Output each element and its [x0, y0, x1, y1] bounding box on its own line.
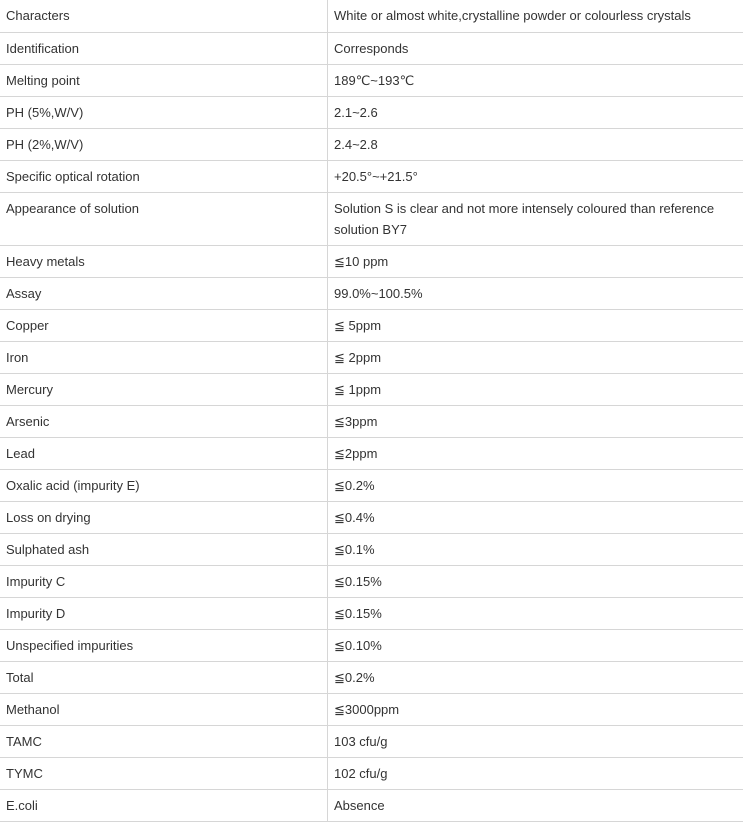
table-row [0, 245, 743, 277]
item-cell: Sulphated ash [0, 533, 328, 565]
spec-cell: ≦0.1% [328, 533, 743, 565]
spec-cell: 103 cfu/g [328, 725, 743, 757]
spec-cell: 102 cfu/g [328, 757, 743, 789]
table-row [0, 64, 743, 96]
spec-cell: 189℃~193℃ [328, 64, 743, 96]
item-cell: Appearance of solution [0, 192, 328, 245]
spec-cell: Absence [328, 789, 743, 821]
table-row [0, 373, 743, 405]
item-cell: Impurity C [0, 565, 328, 597]
spec-cell: 99.0%~100.5% [328, 277, 743, 309]
item-cell: Total [0, 661, 328, 693]
item-cell: Methanol [0, 693, 328, 725]
table-row [0, 160, 743, 192]
item-cell: E.coli [0, 789, 328, 821]
table-row [0, 128, 743, 160]
spec-cell: Solution S is clear and not more intensely coloured than reference solution BY7 [328, 192, 743, 245]
item-cell: PH (2%,W/V) [0, 128, 328, 160]
spec-cell: ≦10 ppm [328, 245, 743, 277]
table-row [0, 597, 743, 629]
item-cell: PH (5%,W/V) [0, 96, 328, 128]
table-row [0, 32, 743, 64]
spec-cell: 2.4~2.8 [328, 128, 743, 160]
table-row [0, 789, 743, 821]
item-cell: Identification [0, 32, 328, 64]
item-cell: Heavy metals [0, 245, 328, 277]
table-row [0, 405, 743, 437]
spec-cell: 2.1~2.6 [328, 96, 743, 128]
item-cell: Assay [0, 277, 328, 309]
table-row [0, 437, 743, 469]
table-row [0, 192, 743, 245]
item-cell: Characters [0, 0, 328, 32]
spec-cell: ≦0.4% [328, 501, 743, 533]
table-row [0, 341, 743, 373]
spec-cell: +20.5°~+21.5° [328, 160, 743, 192]
item-cell: Oxalic acid (impurity E) [0, 469, 328, 501]
spec-cell: ≦0.10% [328, 629, 743, 661]
spec-cell: ≦ 1ppm [328, 373, 743, 405]
table-row [0, 629, 743, 661]
spec-cell: ≦ 2ppm [328, 341, 743, 373]
item-cell: Iron [0, 341, 328, 373]
spec-cell: ≦2ppm [328, 437, 743, 469]
spec-cell: Corresponds [328, 32, 743, 64]
table-row [0, 309, 743, 341]
item-cell: Unspecified impurities [0, 629, 328, 661]
item-cell: Arsenic [0, 405, 328, 437]
item-cell: Melting point [0, 64, 328, 96]
spec-cell: ≦0.2% [328, 661, 743, 693]
spec-cell: ≦0.2% [328, 469, 743, 501]
spec-cell: ≦3000ppm [328, 693, 743, 725]
item-cell: Impurity D [0, 597, 328, 629]
table-row [0, 565, 743, 597]
item-cell: TAMC [0, 725, 328, 757]
table-row [0, 661, 743, 693]
item-cell: Specific optical rotation [0, 160, 328, 192]
item-cell: Mercury [0, 373, 328, 405]
table-row [0, 757, 743, 789]
table-row [0, 725, 743, 757]
table-row [0, 277, 743, 309]
spec-cell: White or almost white,crystalline powder or colourless crystals [328, 0, 743, 32]
table-row [0, 0, 743, 32]
table-row [0, 501, 743, 533]
item-cell: Copper [0, 309, 328, 341]
item-cell: TYMC [0, 757, 328, 789]
spec-cell: ≦3ppm [328, 405, 743, 437]
table-row [0, 693, 743, 725]
table-row [0, 469, 743, 501]
spec-cell: ≦0.15% [328, 597, 743, 629]
table-row [0, 533, 743, 565]
item-cell: Loss on drying [0, 501, 328, 533]
spec-cell: ≦ 5ppm [328, 309, 743, 341]
item-cell: Lead [0, 437, 328, 469]
spec-cell: ≦0.15% [328, 565, 743, 597]
table-row [0, 96, 743, 128]
